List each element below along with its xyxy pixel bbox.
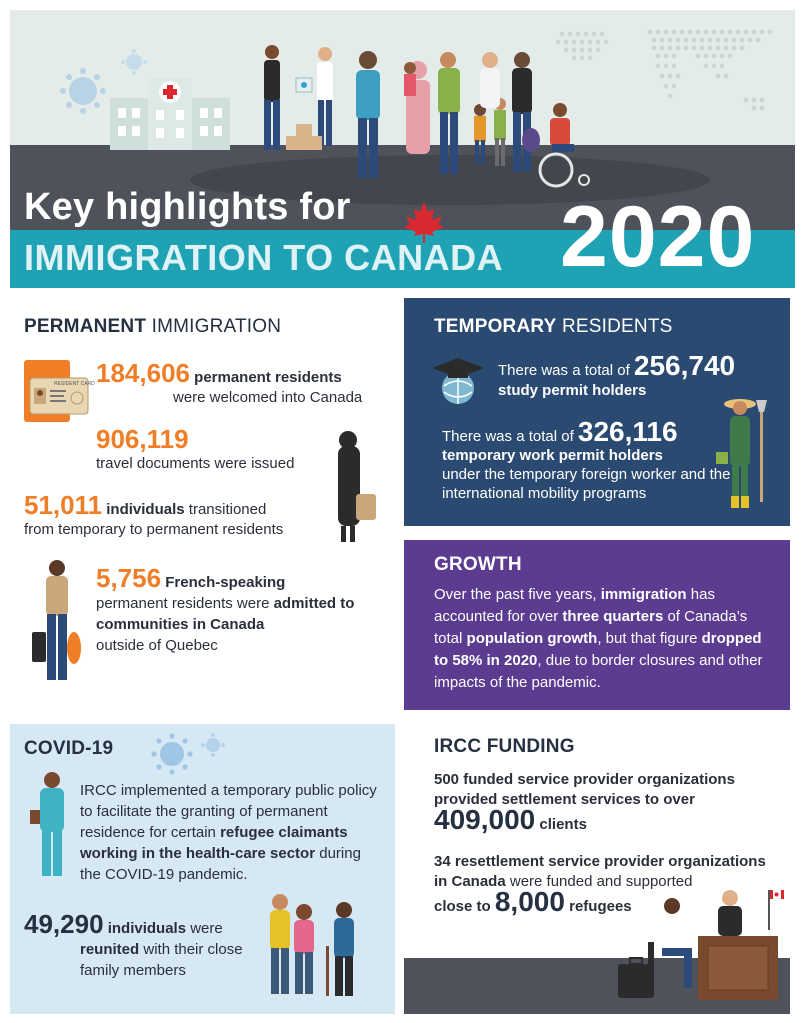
stat-study-permits: There was a total of 256,740 study permit holders [498,350,736,399]
section-heading: TEMPORARY RESIDENTS [434,316,673,337]
stat-permanent-residents: 184,606 permanent residents were welcomed into Canada [96,358,363,406]
resident-card-icon [24,360,95,422]
covid-section [10,724,395,1014]
stat-work-permits: There was a total of 326,116 temporary work permit holders under the temporary foreign worker and the international mobility programs [442,416,731,502]
growth-text: Over the past five years, immigration has accounted for over three quarters of Canada’s total population growth, but that figure dropped to 58% in 2020, due to border closures and other impacts of the pandemic. [434,586,763,691]
growth-section [404,540,790,710]
section-heading: IRCC FUNDING [434,736,575,757]
ircc-funding-section [404,724,790,1014]
farm-worker-illustration [716,396,776,516]
virus-icon [150,732,194,776]
section-heading: COVID-19 [24,738,114,759]
stat-french-speaking: 5,756 French-speaking permanent residents were admitted to communities in Canada outside of Quebec [96,563,355,654]
page-subtitle: IMMIGRATION TO CANADA [24,237,504,278]
section-heading: GROWTH [434,554,522,575]
stat-settlement-services: 500 funded service provider organizations provided settlement services to over 409,000 clients [434,771,735,835]
family-reunion-illustration [260,890,370,1000]
virus-icon [200,732,226,758]
year-label: 2020 [560,189,756,285]
section-heading: PERMANENT IMMIGRATION [24,316,282,337]
covid-policy-text: IRCC implemented a temporary public policy to facilitate the granting of permanent residence for certain refugee claimants working in the health-care sector during the COVID-19 pandemic. [80,782,377,883]
temporary-residents-section [404,298,790,526]
stat-travel-documents: 906,119 travel documents were issued [96,424,295,472]
man-traveler-illustration [32,558,82,688]
office-meeting-illustration [618,882,788,1012]
hero-banner [10,10,795,288]
stat-transitioned: 51,011 individuals transitioned from temporary to permanent residents [24,490,284,538]
graduation-cap-globe-icon [430,356,486,406]
hospital-icon [110,70,230,150]
people-group-illustration [250,40,600,190]
permanent-immigration-section [10,298,395,698]
stat-resettlement-services: 34 resettlement service provider organizations in Canada were funded and supported close to 8,000 refugees [434,853,766,917]
stat-reunited: 49,290 individuals were reunited with their close family members [24,909,243,979]
resident-card-label: RESIDENT CARD [54,381,95,387]
page-title: Key highlights for [24,186,351,228]
health-worker-illustration [26,770,76,882]
virus-icon [58,66,108,116]
